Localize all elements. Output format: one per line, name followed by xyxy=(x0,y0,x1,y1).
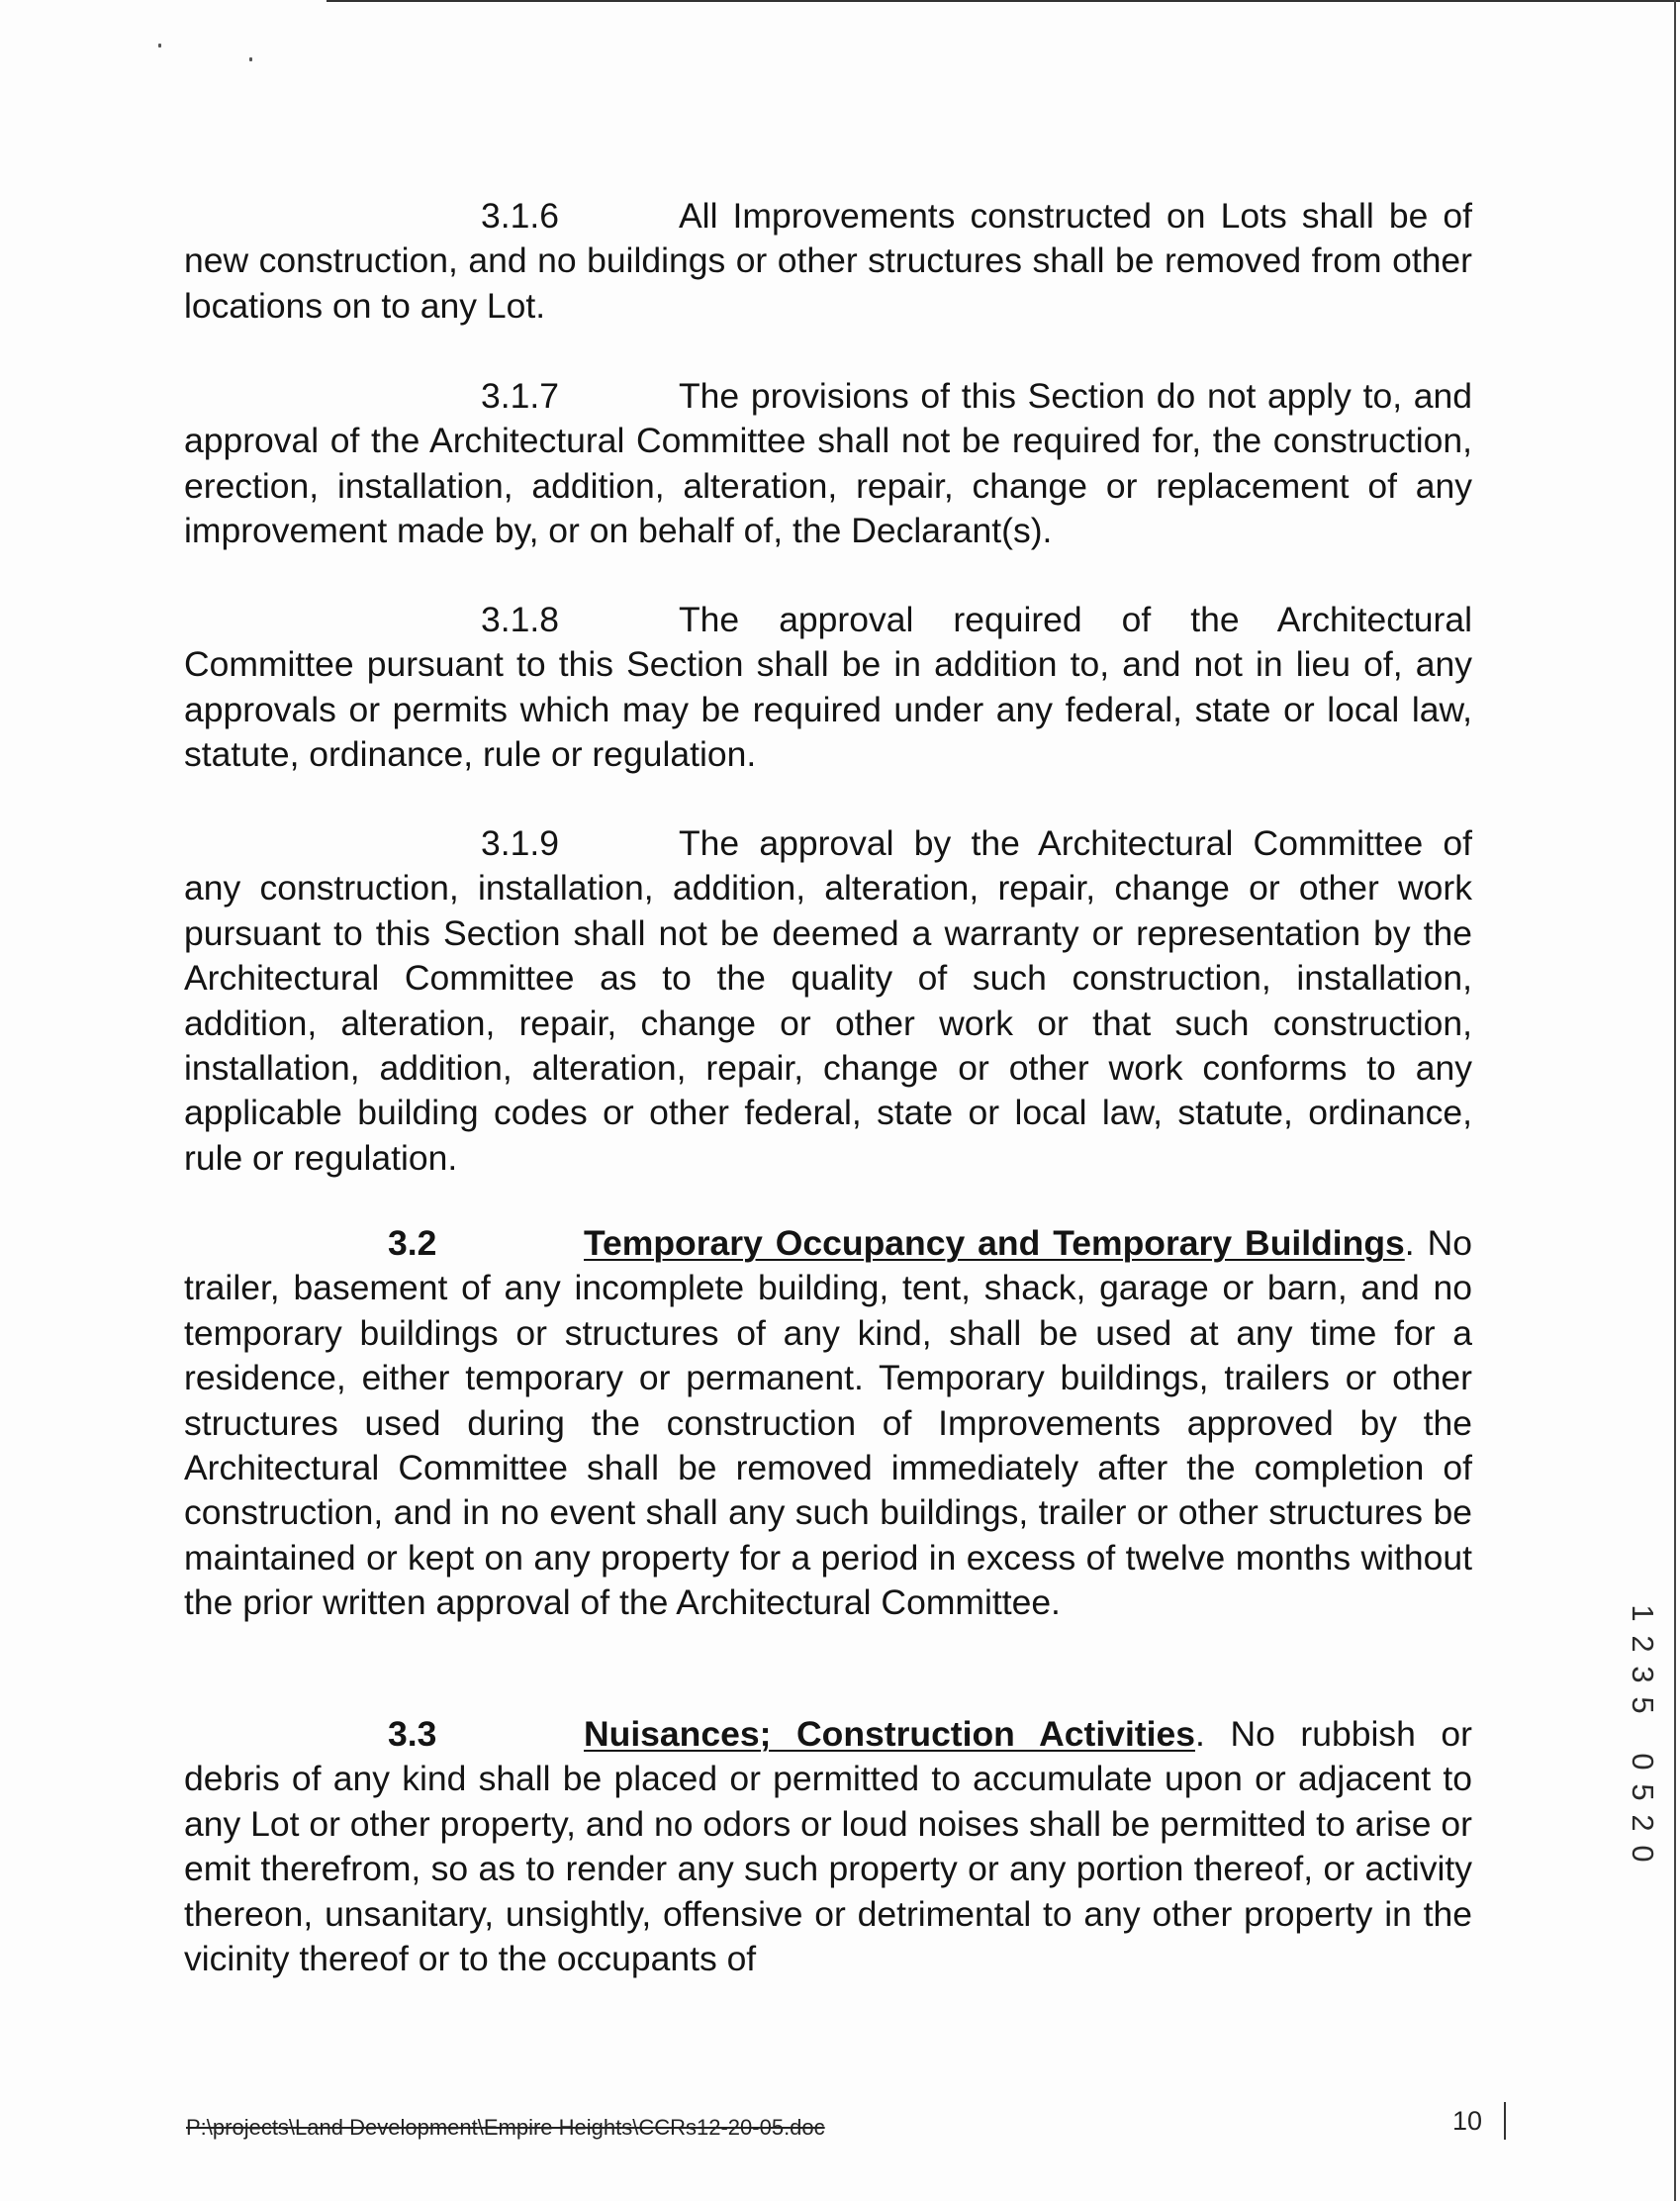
section-text: The approval by the Architectural Committee of any construction, installation, addition, alteration, repair, change or other work pursuant to this Section shall not be deemed a warranty or representation by the Architectural Committee as to the quality of such construction, installation, addition, alteration, repair, change or other work or that such construction, installation, addition, alteration, repair, change or other work conforms to any applicable building codes or other federal, state or local law, statute, ordinance, rule or regulation. xyxy=(184,823,1472,1178)
section-text: No trailer, basement of any incomplete building, tent, shack, garage or barn, and no temporary buildings or structures of any kind, shall be used at any time for a residence, either temporary or permanent. Temporary buildings, trailers or other structures used during the construction of Improvements approved by the Architectural Committee shall be removed immediately after the completion of construction, and in no event shall any such buildings, trailer or other structures be maintained or kept on any property for a period in excess of twelve months without the prior written approval of the Architectural Committee. xyxy=(184,1223,1472,1623)
section-heading: Temporary Occupancy and Temporary Buildings xyxy=(584,1223,1405,1263)
scan-speck xyxy=(158,44,161,48)
section-number: 3.2 xyxy=(388,1223,437,1263)
footer-file-path: P:\projects\Land Development\Empire Heights\CCRs12-20-05.doc xyxy=(186,2115,825,2140)
section-number: 3.1.9 xyxy=(481,823,559,863)
scan-speck xyxy=(249,57,252,61)
section-number: 3.3 xyxy=(388,1714,437,1754)
stamp-digit: 5 xyxy=(1626,1696,1660,1714)
section-number: 3.1.7 xyxy=(481,376,559,416)
stamp-digit: 0 xyxy=(1626,1845,1660,1863)
page-number: 10 xyxy=(1452,2106,1483,2136)
section-text: The provisions of this Section do not apply to, and approval of the Architectural Committee shall not be required for, the construction, erection, installation, addition, alteration, repair, change or replacement of any improvement made by, or on behalf of, the Declarant(s). xyxy=(184,376,1472,551)
section-text: No rubbish or debris of any kind shall be placed or permitted to accumulate upon or adjacent to any Lot or other property, and no odors or loud noises shall be permitted to arise or emit therefrom, so as to render any such property or any portion thereof, or activity thereon, unsanitary, unsightly, offensive or detrimental to any other property in the vicinity thereof or to the occupants of xyxy=(184,1714,1472,1979)
stamp-digit: 2 xyxy=(1626,1814,1660,1832)
footer-divider xyxy=(1504,2102,1506,2140)
section-3-1-9 xyxy=(184,821,1472,1181)
stamp-digit: 0 xyxy=(1626,1753,1660,1770)
section-3-2: 3.2 Temporary Occupancy and Temporary Buildings. No trailer, basement of any incomplete building, tent, shack, garage or barn, and no temporary buildings or structures of any kind, shall be used at any time for a residence, either temporary or permanent. Temporary buildings, trailers or other structures used during the construction of Improvements approved by the Architectural Committee shall be removed immediately after the completion of construction, and in no event shall any such buildings, trailer or other structures be maintained or kept on any property for a period in excess of twelve months without the prior written approval of the Architectural Committee. xyxy=(184,1223,1472,1623)
section-3-3: 3.3 Nuisances; Construction Activities. No rubbish or debris of any kind shall be placed or permitted to accumulate upon or adjacent to any Lot or other property, and no odors or loud noises shall be permitted to arise or emit therefrom, so as to render any such property or any portion thereof, or activity thereon, unsanitary, unsightly, offensive or detrimental to any other property in the vicinity thereof or to the occupants of xyxy=(184,1714,1472,1979)
section-text: All Improvements constructed on Lots shall be of new construction, and no buildings or other structures shall be removed from other locations on to any Lot. xyxy=(184,196,1472,326)
section-number: 3.1.6 xyxy=(481,196,559,236)
stamp-digit: 5 xyxy=(1626,1783,1660,1801)
stamp-digit: 2 xyxy=(1626,1635,1660,1653)
section-number: 3.1.8 xyxy=(481,600,559,639)
scan-top-border xyxy=(327,0,1680,2)
scan-right-border xyxy=(1674,0,1676,2201)
recording-stamp xyxy=(1623,1593,1662,1989)
section-text: The approval required of the Architectural Committee pursuant to this Section shall be in addition to, and not in lieu of, any approvals or permits which may be required under any federal, state or local law, statute, ordinance, rule or regulation. xyxy=(184,600,1472,775)
section-heading: Nuisances; Construction Activities xyxy=(584,1714,1195,1754)
stamp-digit: 3 xyxy=(1626,1666,1660,1683)
section-3-1-7 xyxy=(184,374,1472,554)
section-3-1-8 xyxy=(184,598,1472,778)
section-3-1-6 xyxy=(184,194,1472,329)
stamp-digit: 1 xyxy=(1626,1604,1660,1622)
